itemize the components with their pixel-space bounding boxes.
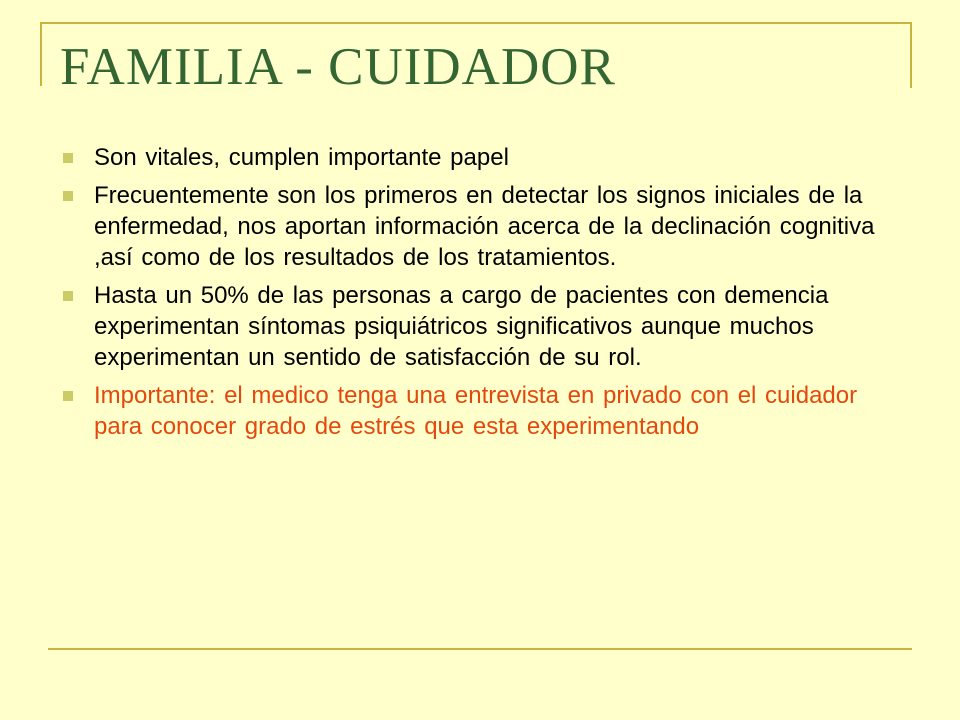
bullet-item-role [58, 142, 878, 173]
square-bullet-icon [63, 191, 73, 201]
bullet-text-highlight: Importante: el medico tenga una entrevista en privado con el cuidador para conocer grado de estrés que esta experimentando [94, 382, 858, 440]
bullet-text: Son vitales, cumplen importante papel [94, 144, 509, 171]
left-rule-line [40, 22, 42, 86]
top-rule-line [40, 22, 912, 24]
bullet-text: Frecuentemente son los primeros en detectar los signos iniciales de la enfermedad, nos aportan información acerca de la declinación cognitiva ,así como de los resultados de los tratamientos. [94, 182, 875, 271]
slide-title: FAMILIA - CUIDADOR [60, 38, 616, 96]
bullet-list [58, 142, 878, 449]
bullet-item-detection [58, 180, 878, 273]
bullet-item-symptoms [58, 280, 878, 373]
bullet-text: Hasta un 50% de las personas a cargo de pacientes con demencia experimentan síntomas psiquiátricos significativos aunque muchos experimentan un sentido de satisfacción de su rol. [94, 282, 829, 371]
right-rule-line [910, 22, 912, 88]
square-bullet-icon [63, 291, 73, 301]
square-bullet-icon [63, 153, 73, 163]
bullet-item-important [58, 380, 878, 442]
bottom-rule-line [48, 648, 912, 650]
square-bullet-icon [63, 391, 73, 401]
